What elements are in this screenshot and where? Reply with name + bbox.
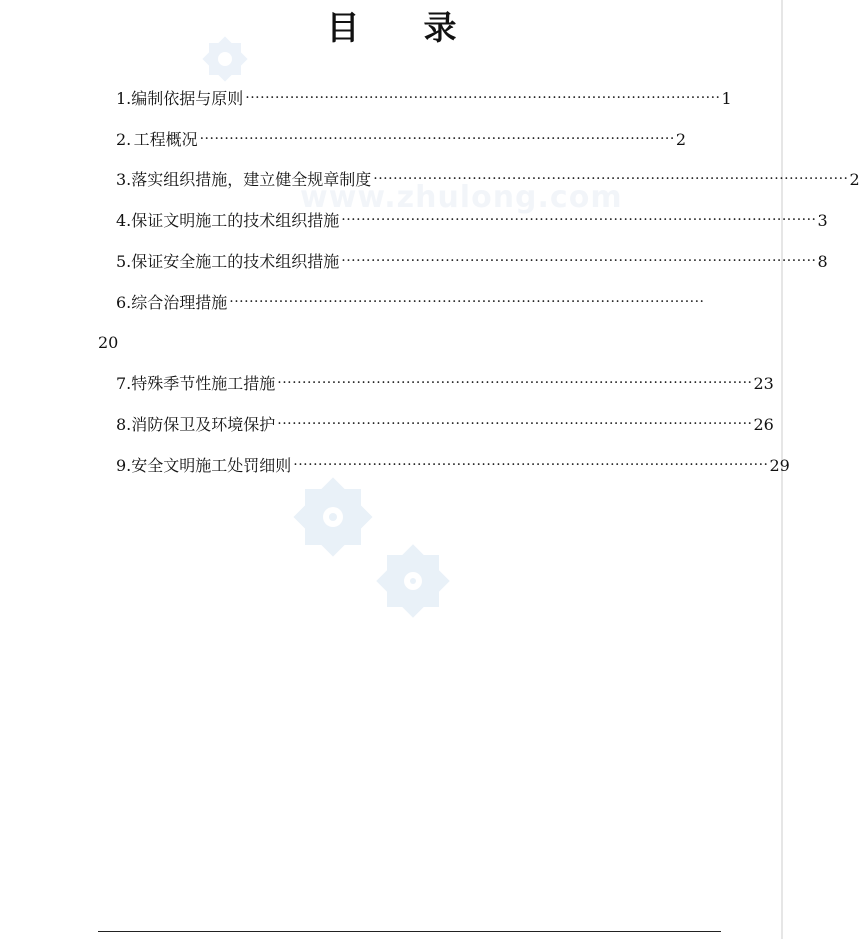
toc-entry[interactable] — [116, 167, 860, 191]
toc-entry[interactable] — [116, 371, 774, 395]
toc-entry-page: 1 — [721, 89, 732, 108]
toc-leader-dots: ································································································ — [229, 294, 705, 310]
toc-entry-number: 6. — [116, 293, 132, 312]
title-char-1: 目 — [326, 8, 360, 47]
toc-entry-title: 特殊季节性施工措施 — [131, 374, 276, 393]
toc-leader-dots: ································································································ — [245, 90, 721, 106]
toc-leader-dots: ································································································ — [277, 416, 753, 432]
toc-entry-title: 落实组织措施，建立健全规章制度 — [131, 170, 372, 189]
toc-entry[interactable] — [116, 208, 828, 232]
toc-leader-dots: ································································································ — [341, 253, 817, 269]
toc-entry-number: 1. — [116, 89, 132, 108]
toc-entry[interactable] — [116, 453, 790, 477]
toc-leader-dots: ································································································ — [293, 457, 769, 473]
toc-entry-title: 保证安全施工的技术组织措施 — [131, 252, 340, 271]
toc-entry-page: 23 — [753, 374, 774, 393]
toc-entry-title: 工程概况 — [133, 130, 198, 149]
toc-entry[interactable] — [116, 290, 705, 314]
toc-entry-title: 编制依据与原则 — [131, 89, 244, 108]
watermark-text: www.zhulong.com — [300, 180, 623, 215]
toc-entry-page: 2 — [849, 170, 860, 189]
toc-entry-number: 2. — [116, 130, 132, 149]
toc-entry-number: 9. — [116, 456, 132, 475]
toc-entry-title: 综合治理措施 — [131, 293, 228, 312]
toc-entry-page: 3 — [817, 211, 828, 230]
toc-entry-number: 3. — [116, 170, 132, 189]
toc-entry-page: 29 — [769, 456, 790, 475]
toc-entry-title: 保证文明施工的技术组织措施 — [131, 211, 340, 230]
toc-entry-title: 安全文明施工处罚细则 — [131, 456, 292, 475]
toc-entry-page: 2 — [675, 130, 686, 149]
toc-entry-title: 消防保卫及环境保护 — [131, 415, 276, 434]
title-char-2: 录 — [423, 8, 457, 47]
toc-entry-page: 26 — [753, 415, 774, 434]
toc-entry[interactable] — [116, 412, 774, 436]
toc-leader-dots: ································································································ — [373, 171, 849, 187]
footer-divider — [98, 931, 721, 932]
toc-entry[interactable] — [116, 86, 732, 110]
toc-entry-number: 4. — [116, 211, 132, 230]
toc-entry-page: 8 — [817, 252, 828, 271]
toc-entry-number: 8. — [116, 415, 132, 434]
toc-entry-page-wrapped: 20 — [98, 333, 119, 352]
toc-entry[interactable] — [116, 249, 828, 273]
toc-leader-dots: ································································································ — [341, 212, 817, 228]
toc-entry[interactable] — [116, 127, 686, 151]
toc-entry-number: 5. — [116, 252, 132, 271]
toc-leader-dots: ································································································ — [277, 375, 753, 391]
toc-entry-number: 7. — [116, 374, 132, 393]
toc-leader-dots: ································································································ — [199, 131, 675, 147]
